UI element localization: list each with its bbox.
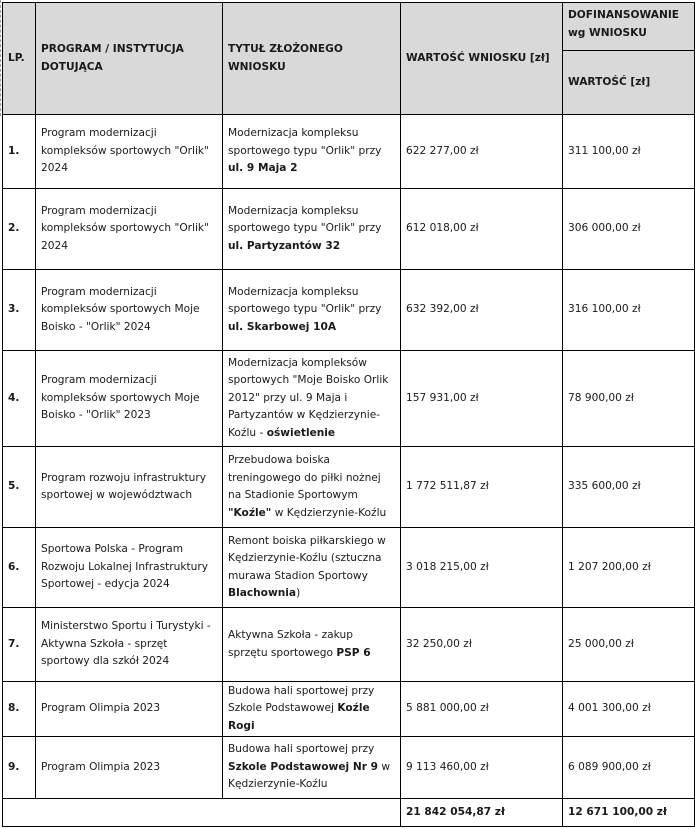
row-lp: 2.	[3, 189, 36, 270]
row-program: Program modernizacji kompleksów sportowych Moje Boisko - "Orlik" 2024	[36, 270, 223, 351]
row-cofinancing: 25 000,00 zł	[563, 608, 695, 682]
table-row	[3, 115, 695, 189]
row-value: 32 250,00 zł	[401, 608, 563, 682]
row-title	[223, 682, 401, 737]
title-bold: Szkole Podstawowej Nr 9	[228, 760, 378, 773]
row-title	[223, 189, 401, 270]
row-cofinancing: 311 100,00 zł	[563, 115, 695, 189]
row-cofinancing: 4 001 300,00 zł	[563, 682, 695, 737]
row-value: 5 881 000,00 zł	[401, 682, 563, 737]
title-text: Przebudowa boiska treningowego do piłki nożnej na Stadionie Sportowym	[228, 454, 381, 501]
table-row	[3, 737, 695, 799]
table-row	[3, 682, 695, 737]
table-row	[3, 351, 695, 447]
row-lp: 5.	[3, 447, 36, 528]
header-title: TYTUŁ ZŁOŻONEGO WNIOSKU	[223, 3, 401, 115]
row-cofinancing: 6 089 900,00 zł	[563, 737, 695, 799]
row-cofinancing: 1 207 200,00 zł	[563, 528, 695, 608]
total-cofinancing: 12 671 100,00 zł	[563, 799, 695, 827]
row-value: 612 018,00 zł	[401, 189, 563, 270]
row-value: 1 772 511,87 zł	[401, 447, 563, 528]
row-value: 157 931,00 zł	[401, 351, 563, 447]
title-text: Modernizacja kompleksu sportowego typu "Orlik" przy	[228, 285, 382, 316]
row-cofinancing: 335 600,00 zł	[563, 447, 695, 528]
row-title	[223, 447, 401, 528]
row-title	[223, 737, 401, 799]
row-lp: 8.	[3, 682, 36, 737]
row-cofinancing: 78 900,00 zł	[563, 351, 695, 447]
title-bold: ul. Partyzantów 32	[228, 239, 341, 252]
title-bold: ul. Skarbowej 10A	[228, 320, 337, 333]
row-program: Sportowa Polska - Program Rozwoju Lokalnej Infrastruktury Sportowej - edycja 2024	[36, 528, 223, 608]
row-lp: 6.	[3, 528, 36, 608]
title-text: Budowa hali sportowej przy	[228, 743, 375, 756]
row-program: Program Olimpia 2023	[36, 737, 223, 799]
title-text: Modernizacja kompleksów sportowych "Moje Boisko Orlik 2012" przy ul. 9 Maja i Partyzantów w Kędzierzynie-Koźlu -	[228, 356, 389, 439]
header-cofinancing-value: WARTOŚĆ [zł]	[563, 51, 695, 115]
title-text-after: )	[296, 587, 301, 599]
title-bold: Blachownia	[228, 587, 297, 599]
row-program: Ministerstwo Sportu i Turystyki - Aktywna Szkoła - sprzęt sportowy dla szkół 2024	[36, 608, 223, 682]
title-text: Aktywna Szkoła - zakup sprzętu sportowego	[228, 629, 353, 659]
title-text-after: w Kędzierzynie-Koźlu	[228, 760, 391, 791]
header-cofinancing: DOFINANSOWANIE wg WNIOSKU	[563, 3, 695, 51]
title-bold: "Koźle"	[228, 506, 272, 519]
table-body	[3, 115, 695, 827]
total-value: 21 842 054,87 zł	[401, 799, 563, 827]
row-cofinancing: 316 100,00 zł	[563, 270, 695, 351]
title-text: Modernizacja kompleksu sportowego typu "Orlik" przy	[228, 204, 382, 235]
totals-label-cell	[3, 799, 401, 827]
row-title	[223, 528, 401, 608]
row-lp: 9.	[3, 737, 36, 799]
row-lp: 3.	[3, 270, 36, 351]
row-program: Program rozwoju infrastruktury sportowej w województwach	[36, 447, 223, 528]
row-title	[223, 270, 401, 351]
row-title	[223, 115, 401, 189]
row-value: 622 277,00 zł	[401, 115, 563, 189]
table-row	[3, 447, 695, 528]
row-title	[223, 608, 401, 682]
row-value: 9 113 460,00 zł	[401, 737, 563, 799]
table-row	[3, 528, 695, 608]
title-bold: Koźle Rogi	[228, 702, 370, 732]
row-lp: 7.	[3, 608, 36, 682]
title-text: Remont boiska piłkarskiego w Kędzierzynie-Koźlu (sztuczna murawa Stadion Sportowy	[228, 534, 386, 582]
row-program: Program modernizacji kompleksów sportowych Moje Boisko - "Orlik" 2023	[36, 351, 223, 447]
row-cofinancing: 306 000,00 zł	[563, 189, 695, 270]
title-text-after: w Kędzierzynie-Koźlu	[271, 506, 387, 519]
table-row	[3, 270, 695, 351]
grants-table	[2, 2, 695, 827]
row-lp: 4.	[3, 351, 36, 447]
header-lp: LP.	[3, 3, 36, 115]
row-program: Program Olimpia 2023	[36, 682, 223, 737]
header-value: WARTOŚĆ WNIOSKU [zł]	[401, 3, 563, 115]
table-row	[3, 189, 695, 270]
totals-row	[3, 799, 695, 827]
row-title	[223, 351, 401, 447]
row-value: 632 392,00 zł	[401, 270, 563, 351]
title-text: Budowa hali sportowej przy Szkole Podstawowej	[228, 684, 375, 715]
title-text: Modernizacja kompleksu sportowego typu "Orlik" przy	[228, 127, 382, 157]
row-value: 3 018 215,00 zł	[401, 528, 563, 608]
page-edge-dashed-line	[0, 0, 1, 116]
title-bold: PSP 6	[336, 646, 371, 659]
title-bold: ul. 9 Maja 2	[228, 162, 298, 175]
title-bold: oświetlenie	[266, 426, 336, 439]
table-row	[3, 608, 695, 682]
header-program: PROGRAM / INSTYTUCJA DOTUJĄCA	[36, 3, 223, 115]
row-program: Program modernizacji kompleksów sportowych "Orlik" 2024	[36, 189, 223, 270]
row-lp: 1.	[3, 115, 36, 189]
row-program: Program modernizacji kompleksów sportowych "Orlik" 2024	[36, 115, 223, 189]
